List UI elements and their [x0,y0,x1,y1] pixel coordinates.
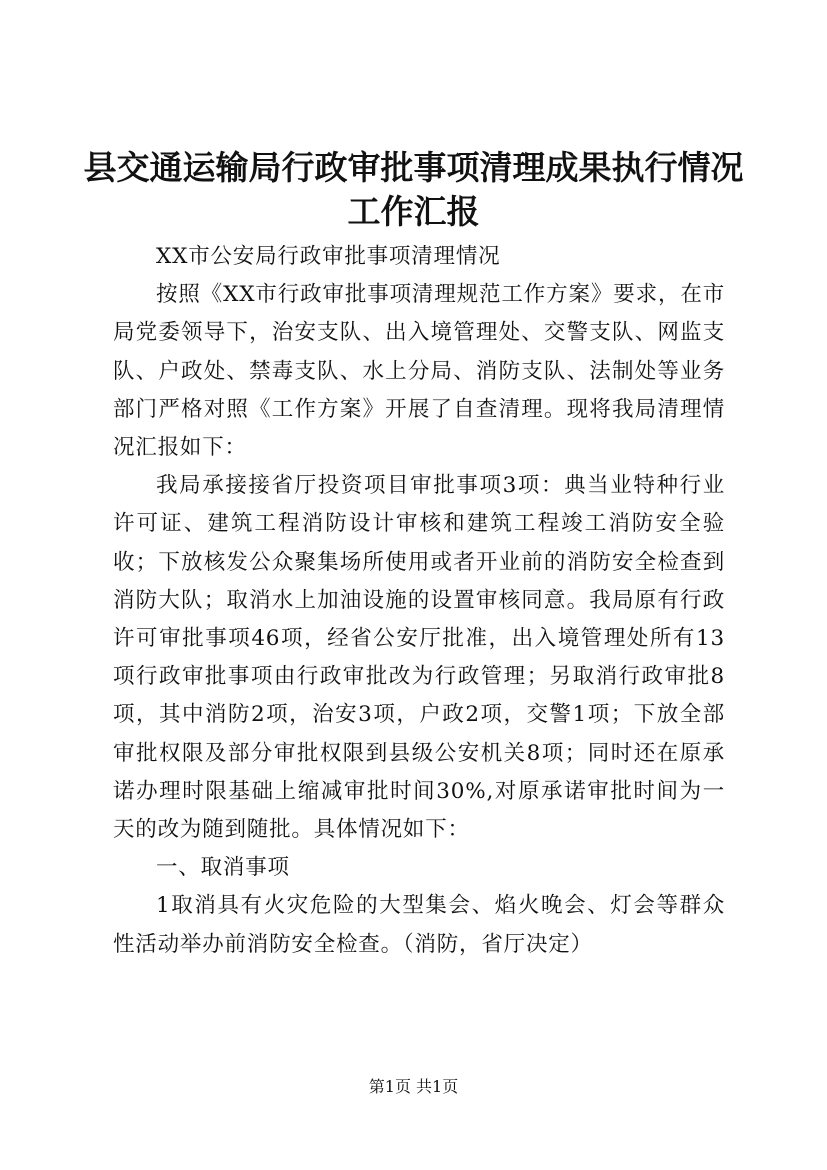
summary-paragraph: 我局承接接省厅投资项目审批事项3项：典当业特种行业许可证、建筑工程消防设计审核和建筑工程竣工消防安全验收；下放核发公众聚集场所使用或者开业前的消防安全检查到消防大队；取消水上加油设施的设置审核同意。我局原有行政许可审批事项46项，经省公安厅批准，出入境管理处所有13项行政审批事项由行政审批改为行政管理；另取消行政审批8项，其中消防2项，治安3项，户政2项，交警1项；下放全部审批权限及部分审批权限到县级公安机关8项；同时还在原承诺办理时限基础上缩减审批时间30%,对原承诺审批时间为一天的改为随到随批。具体情况如下： [113,473,725,843]
intro-paragraph: 按照《XX市行政审批事项清理规范工作方案》要求，在市局党委领导下，治安支队、出入境管理处、交警支队、网监支队、户政处、禁毒支队、水上分局、消防支队、法制处等业务部门严格对照《工作方案》开展了自查清理。现将我局清理情况汇报如下： [113,282,725,461]
section-heading: 一、取消事项 [156,855,290,881]
page-footer: 第1页 共1页 [368,1077,459,1096]
section-subtitle: XX市公安局行政审批事项清理情况 [156,244,501,269]
document-title: 县交通运输局行政审批事项清理成果执行情况工作汇报 [83,148,744,231]
list-item: 1取消具有火灾危险的大型集会、焰火晚会、灯会等群众性活动举办前消防安全检查。（消防，省厅决定） [113,893,725,957]
document-body [113,238,725,964]
